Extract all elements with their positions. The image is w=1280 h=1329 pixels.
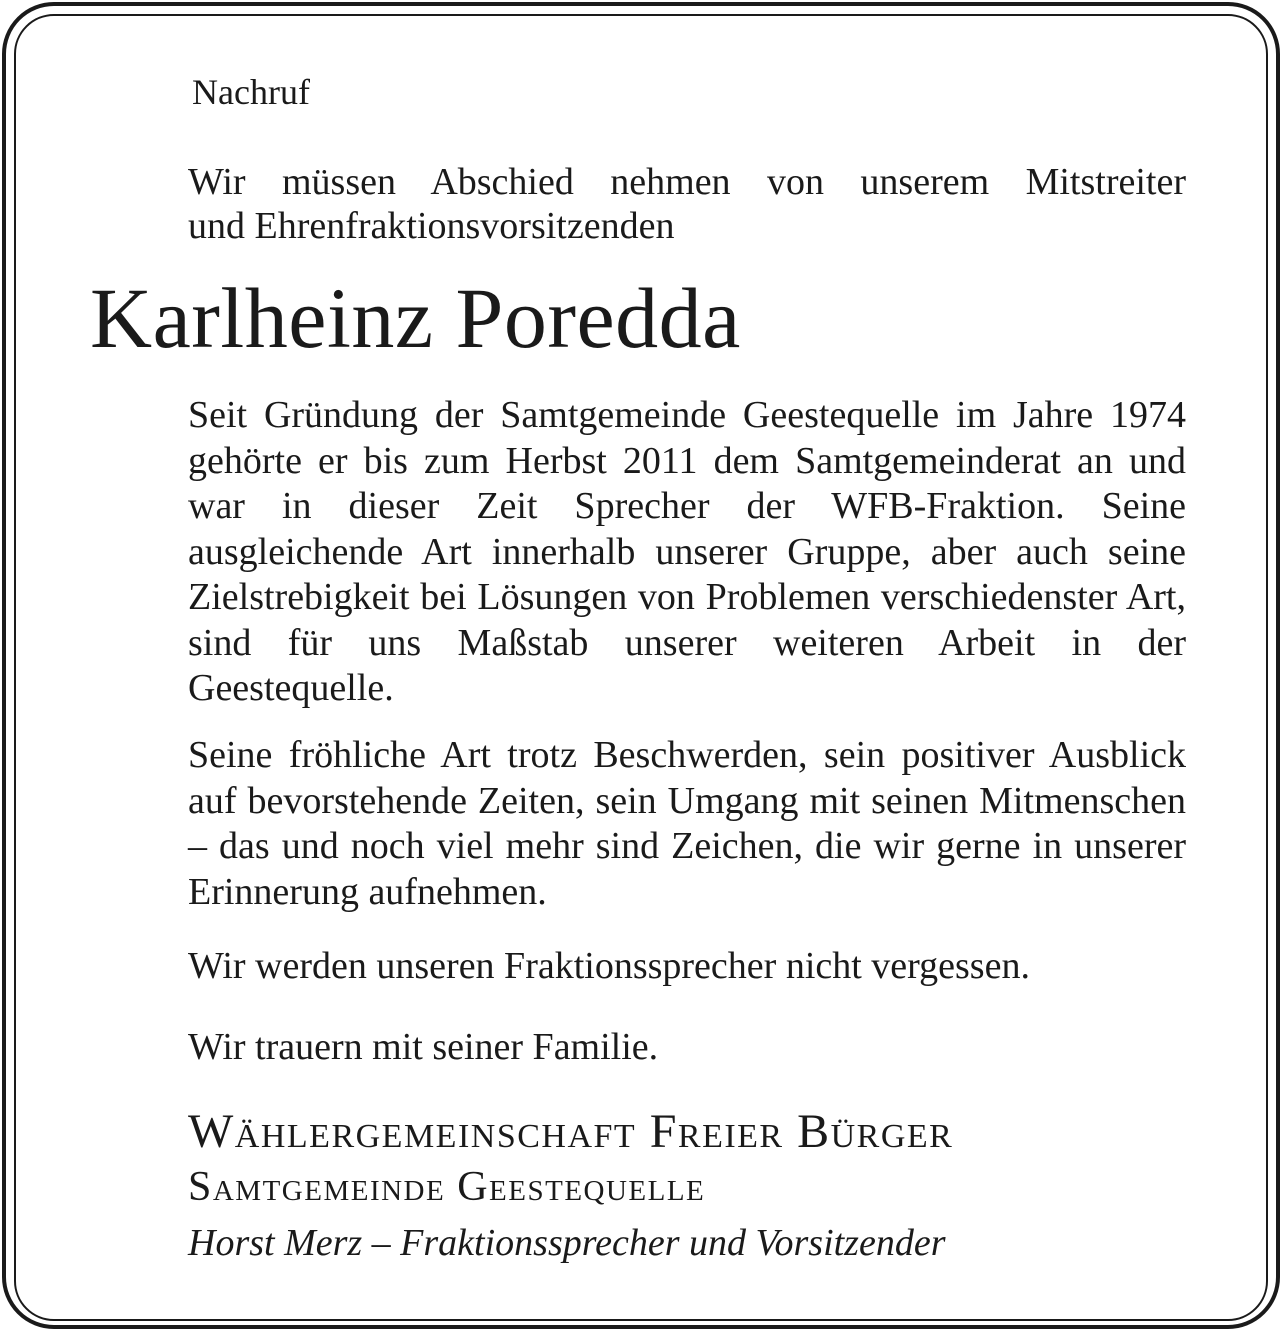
notice-label: Nachruf: [192, 72, 310, 112]
sub-organization-name: Samtgemeinde Geestequelle: [188, 1164, 706, 1210]
signer-line: Horst Merz – Fraktionssprecher und Vorsitzender: [188, 1222, 946, 1264]
paragraph-condolence: Wir trauern mit seiner Familie.: [188, 1026, 659, 1068]
paragraph-career: Seit Gründung der Samtgemeinde Geestequelle im Jahre 1974 gehörte er bis zum Herbst 2011 dem Samtgemeinderat an und war in dieser Zeit Sprecher der WFB-Fraktion. Seine ausgleichende Art innerhalb unserer Gruppe, aber auch seine Zielstrebigkeit bei Lösungen von Problemen verschiedenster Art, sind für uns Maßstab unserer weiteren Arbeit in der Geestequelle.: [188, 394, 1186, 709]
intro-text: [188, 160, 1186, 248]
paragraph-character: Seine fröhliche Art trotz Beschwerden, sein positiver Ausblick auf bevorstehende Zeiten, sein Umgang mit seinen Mitmenschen – das und noch viel mehr sind Zeichen, die wir gerne in unserer Erinnerung aufnehmen.: [188, 734, 1186, 913]
intro-line-2: und Ehrenfraktionsvorsitzenden: [188, 205, 675, 247]
deceased-name: Karlheinz Poredda: [90, 270, 741, 366]
organization-name: Wählergemeinschaft Freier Bürger: [188, 1105, 954, 1158]
intro-line-1: Wir müssen Abschied nehmen von unserem Mitstreiter: [188, 161, 1186, 203]
paragraph-remembrance: Wir werden unseren Fraktionssprecher nicht vergessen.: [188, 945, 1030, 987]
